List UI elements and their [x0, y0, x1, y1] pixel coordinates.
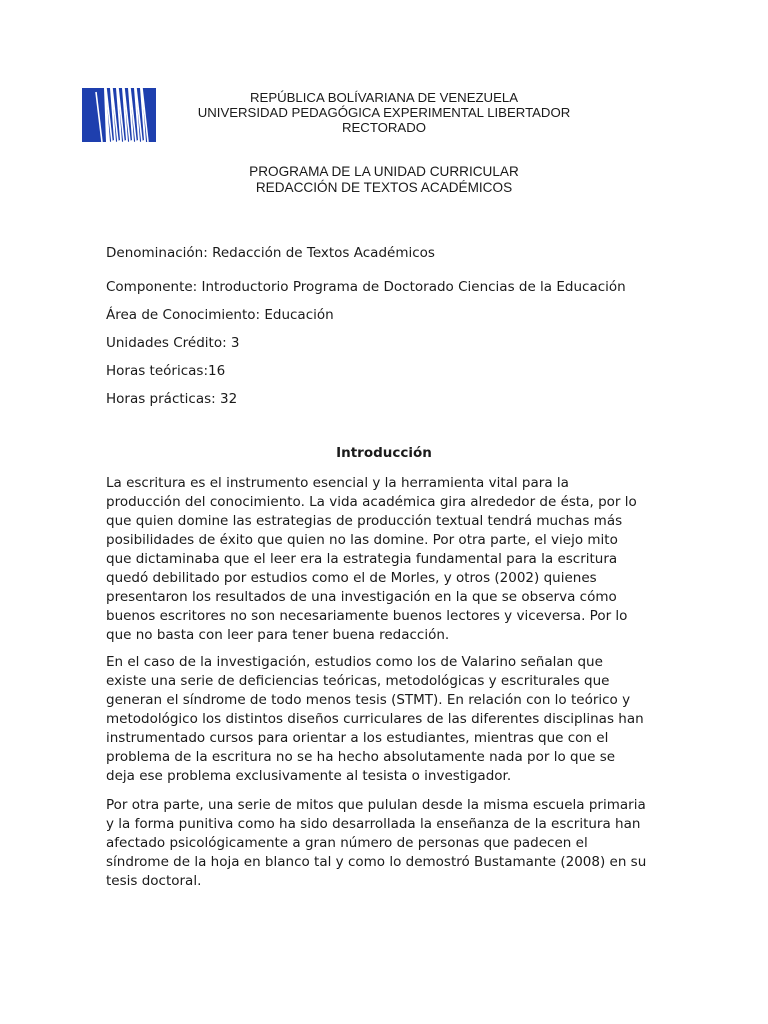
text-line: buenos escritores no son necesariamente buenos lectores y viceversa. Por lo — [106, 608, 628, 624]
introduction-paragraph-1 — [106, 474, 666, 645]
introduction-paragraph-3 — [106, 796, 666, 891]
text-line: producción del conocimiento. La vida académica gira alrededor de ésta, por lo — [106, 494, 637, 510]
text-line: que no basta con leer para tener buena redacción. — [106, 627, 450, 643]
text-line: presentaron los resultados de una investigación en la que se observa cómo — [106, 589, 617, 605]
componente-field: Componente: Introductorio Programa de Doctorado Ciencias de la Educación — [106, 279, 626, 295]
office-line: RECTORADO — [341, 120, 427, 135]
horas-practicas-field: Horas prácticas: 32 — [106, 391, 238, 407]
program-header — [0, 164, 768, 196]
unidades-field: Unidades Crédito: 3 — [106, 335, 240, 351]
horas-teoricas-field: Horas teóricas:16 — [106, 363, 226, 379]
university-line: UNIVERSIDAD PEDAGÓGICA EXPERIMENTAL LIBERTADOR — [197, 105, 571, 120]
text-line: posibilidades de éxito que quien no las domine. Por otra parte, el viejo mito — [106, 532, 618, 548]
text-line: metodológico los distintos diseños curriculares de las diferentes disciplinas han — [106, 711, 644, 727]
text-line: instrumentado cursos para orientar a los estudiantes, mientras que con el — [106, 730, 609, 746]
text-line: deja ese problema exclusivamente al tesista o investigador. — [106, 768, 512, 784]
institution-header — [0, 90, 768, 135]
text-line: generan el síndrome de todo menos tesis (STMT). En relación con lo teórico y — [106, 692, 631, 708]
text-line: que dictaminaba que el leer era la estrategia fundamental para la escritura — [106, 551, 618, 567]
text-line: síndrome de la hoja en blanco tal y como lo demostró Bustamante (2008) en su — [106, 854, 647, 870]
country-line: REPÚBLICA BOLÍVARIANA DE VENEZUELA — [250, 90, 518, 105]
introduction-heading: Introducción — [336, 445, 432, 461]
text-line: La escritura es el instrumento esencial y la herramienta vital para la — [106, 475, 569, 491]
program-line: PROGRAMA DE LA UNIDAD CURRICULAR — [249, 164, 519, 179]
text-line: quedó debilitado por estudios como el de Morles, y otros (2002) quienes — [106, 570, 597, 586]
text-line: problema de la escritura no se ha hecho absolutamente nada por lo que se — [106, 749, 616, 765]
text-line: existe una serie de deficiencias teóricas, metodológicas y escriturales que — [106, 673, 610, 689]
text-line: Por otra parte, una serie de mitos que pululan desde la misma escuela primaria — [106, 797, 646, 813]
text-line: afectado psicológicamente a gran número de personas que padecen el — [106, 835, 588, 851]
text-line: En el caso de la investigación, estudios como los de Valarino señalan que — [106, 654, 603, 670]
text-line: y la forma punitiva como ha sido desarrollada la enseñanza de la escritura han — [106, 816, 641, 832]
text-line: tesis doctoral. — [106, 873, 202, 889]
area-field: Área de Conocimiento: Educación — [106, 307, 334, 323]
introduction-paragraph-2 — [106, 653, 666, 786]
course-title-line: REDACCIÓN DE TEXTOS ACADÉMICOS — [255, 180, 513, 195]
text-line: que quien domine las estrategias de producción textual tendrá muchas más — [106, 513, 623, 529]
denominacion-field: Denominación: Redacción de Textos Académicos — [106, 245, 435, 261]
